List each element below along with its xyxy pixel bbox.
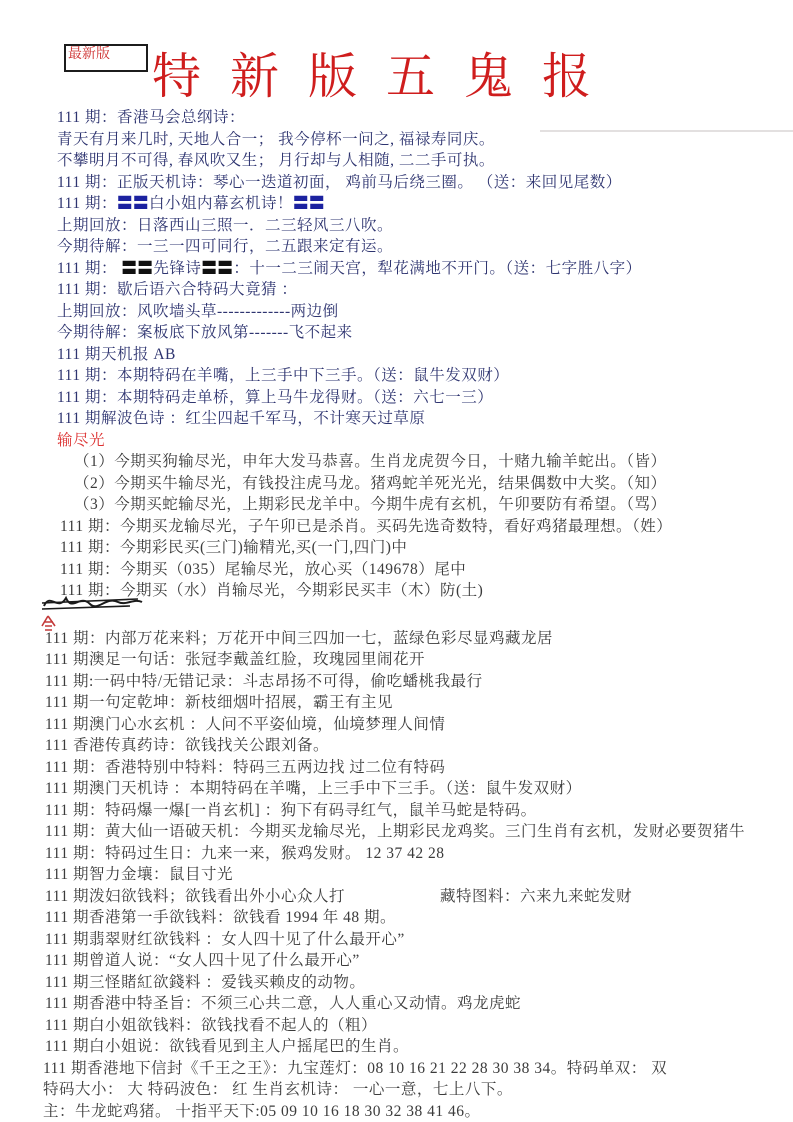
text-line: 111 期：今期彩民买(三门)输精光,买(一门,四门)中: [60, 539, 408, 556]
text-line: 111 期：正版天机诗：琴心一迭道初面， 鸡前马后绕三圈。 （送：来回见尾数）: [57, 173, 622, 191]
text-line: [45, 886, 793, 908]
text-line: 111 期：香港特别中特料：特码三五两边找 过二位有特码: [45, 758, 446, 776]
text-line: 111 期澳门天机诗 ：本期特码在羊嘴，上三手中下三手。（送：鼠牛发双财）: [45, 780, 582, 797]
text-line: 不攀明月不可得, 春风吹又生； 月行却与人相随, 二二手可执。: [57, 152, 495, 169]
text-segment: 111 期泼妇欲钱料；欲钱看出外小心众人打: [45, 887, 345, 905]
text-line: 111 期解波色诗 ：红尘四起千军马，不计寒天过草原: [57, 410, 426, 427]
text-line: [57, 193, 793, 215]
text-line: 特码大小： 大 特码波色： 红 生肖玄机诗： 一心一意，七上八下。: [43, 1081, 513, 1098]
page-title: 特新版五鬼报: [152, 49, 621, 104]
text-line: 111 期白小姐欲钱料：欲钱找看不起人的（粗）: [45, 1016, 377, 1034]
text-segment: 藏特图料：六来九来蛇发财: [439, 887, 632, 905]
text-line: 111 期：香港马会总纲诗：: [57, 109, 245, 126]
block-glyphs: 〓〓: [201, 259, 234, 277]
header: [0, 0, 793, 107]
text-line: 111 期:一码中特/无错记录：斗志昂扬不可得，偷吃蟠桃我最行: [45, 672, 483, 690]
text-line: 上期回放：风吹墙头草-------------两边倒: [57, 302, 339, 320]
text-line: 输尽光: [57, 431, 106, 449]
scribble-strokes: [38, 586, 158, 632]
text-line: 111 期香港地下信封《千王之王》：九宝莲灯：08 10 16 21 22 28 30 38 34。特码单双： 双: [43, 1059, 668, 1077]
text-line: 111 期：歇后语六合特码大竟猜 ：: [57, 281, 298, 298]
text-line: 111 期香港第一手欲钱料：欲钱看 1994 年 48 期。: [45, 909, 396, 926]
block-glyphs: 〓〓: [293, 195, 326, 212]
text-line: 上期回放：日落西山三照一．二三轻风三八吹。: [57, 216, 394, 234]
text-line: 111 期澳门心水玄机 ：人问不平姿仙境，仙境梦理人间情: [45, 715, 446, 733]
text-line: 111 期：特码爆一爆[一肖玄机] ：狗下有码寻红气，鼠羊马蛇是特码。: [45, 801, 537, 819]
text-line: 主：牛龙蛇鸡猪。 十指平天下:05 09 10 16 18 30 32 38 41 46。: [43, 1102, 481, 1120]
text-line: 111 期智力金壤：鼠目寸光: [45, 866, 233, 883]
text-line: 111 期：今期买（水）肖输尽光，今期彩民买丰（木）防(土): [60, 582, 484, 599]
block-glyphs: 〓〓: [116, 195, 149, 212]
text-line: 111 期曾道人说：“女人四十见了什么最开心”: [45, 952, 360, 969]
text-line: 111 期：内部万花来料；万花开中间三四加一七，蓝绿色彩尽显鸡藏龙居: [45, 629, 553, 647]
text-line: 111 期：今期买龙输尽光，子午卯已是杀肖。买码先选奇数特，看好鸡猪最理想。（姓）: [60, 517, 673, 535]
text-line: 111 期香港中特圣旨：不须三心共二意，人人重心又动情。鸡龙虎蛇: [45, 995, 521, 1012]
text-line: 111 期澳足一句话：张冠李戴盖红脸，玫瑰园里闹花开: [45, 651, 425, 668]
text-segment: 白小姐内幕玄机诗！: [149, 195, 294, 212]
text-line: （3）今期买蛇输尽光，上期彩民龙羊中。今期牛虎有玄机，午卯要防有希望。（骂）: [74, 496, 667, 513]
text-line: 111 期翡翠财红欲钱料 ：女人四十见了什么最开心”: [45, 930, 405, 948]
edition-badge-label: 最新版: [68, 47, 110, 62]
text-line: 111 香港传真药诗：欲钱找关公跟刘备。: [45, 737, 329, 754]
text-line: 111 期一句定乾坤：新枝细烟叶招展，霸王有主见: [45, 694, 393, 711]
text-line: 青天有月来几时, 天地人合一； 我今停杯一问之, 福禄寿同庆。: [57, 130, 495, 148]
text-line: 111 期：今期买（035）尾输尽光，放心买（149678）尾中: [60, 560, 467, 578]
text-line: 111 期：黄大仙一语破天机：今期买龙输尽光，上期彩民龙鸡奖。三门生肖有玄机，发财必要贺猪牛: [45, 823, 745, 840]
block-glyphs: 〓〓: [121, 259, 154, 277]
text-line: 今期待解：一三一四可同行，二五跟来定有运。: [57, 238, 394, 255]
text-line: 111 期白小姐说：欲钱看见到主人户摇尾巴的生肖。: [45, 1038, 409, 1055]
text-segment: ：十一二三闹天宫，犁花满地不开门。（送：七字胜八字）: [233, 259, 642, 277]
text-line: [57, 258, 793, 280]
text-line: （2）今期买牛输尽光，有钱投注虎马龙。猪鸡蛇羊死光光，结果偶数中大奖。（知）: [74, 474, 667, 492]
text-line: （1）今期买狗输尽光，申年大发马恭喜。生肖龙虎贺今日，十赌九输羊蛇出。（皆）: [74, 453, 667, 470]
text-segment: 先锋诗: [153, 259, 202, 277]
text-line: 111 期：本期特码走单桥，算上马牛龙得财。（送：六七一三）: [57, 388, 494, 406]
handwritten-scribble: [0, 602, 793, 628]
text-segment: 111 期：: [57, 259, 122, 277]
text-segment: 111 期：: [57, 195, 117, 212]
text-line: 111 期天机报 AB: [57, 345, 176, 363]
text-line: 111 期：本期特码在羊嘴，上三手中下三手。（送：鼠牛发双财）: [57, 367, 510, 384]
text-line: 111 期三怪賭紅欲錢料 ：爱钱买赖皮的动物。: [45, 973, 366, 991]
lines: [0, 107, 793, 1122]
edition-badge: [64, 44, 148, 72]
text-line: 今期待解：案板底下放风第-------飞不起来: [57, 324, 353, 341]
text-line: 111 期：特码过生日：九来一来，猴鸡发财。 12 37 42 28: [45, 844, 445, 862]
